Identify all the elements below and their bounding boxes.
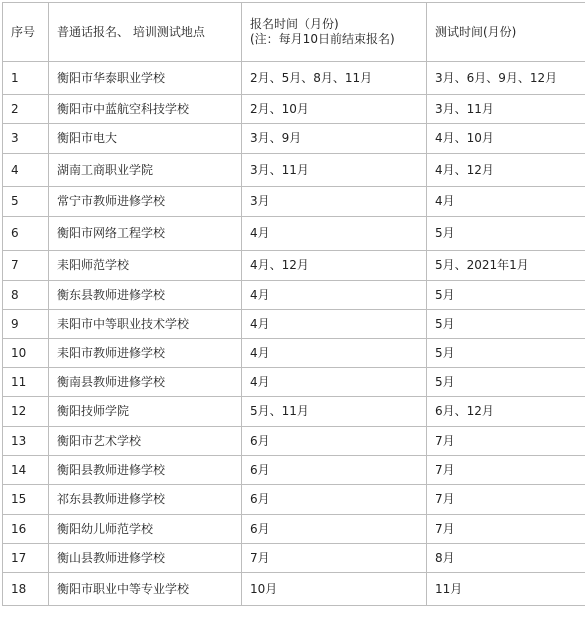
table-row: [3, 427, 585, 456]
cell-site: 湖南工商职业学院: [49, 154, 242, 187]
cell-test: 7月: [427, 427, 585, 456]
cell-site: 衡东县教师进修学校: [49, 281, 242, 310]
cell-site: 常宁市教师进修学校: [49, 187, 242, 217]
table-row: [3, 217, 585, 251]
cell-signup: 6月: [242, 427, 427, 456]
cell-site: 祁东县教师进修学校: [49, 485, 242, 515]
cell-no: 17: [3, 544, 49, 573]
cell-signup: 3月、9月: [242, 124, 427, 154]
table-row: [3, 187, 585, 217]
header-no: 序号: [3, 3, 49, 62]
cell-no: 12: [3, 397, 49, 427]
cell-test: 4月、10月: [427, 124, 585, 154]
cell-test: 5月: [427, 217, 585, 251]
table-row: [3, 251, 585, 281]
header-test-time: 测试时间(月份): [427, 3, 585, 62]
test-site-schedule-table: [2, 2, 585, 606]
table-body: [3, 62, 585, 606]
cell-no: 18: [3, 573, 49, 606]
cell-signup: 4月: [242, 310, 427, 339]
cell-test: 3月、6月、9月、12月: [427, 62, 585, 95]
cell-no: 4: [3, 154, 49, 187]
cell-site: 衡山县教师进修学校: [49, 544, 242, 573]
cell-no: 10: [3, 339, 49, 368]
table-row: [3, 62, 585, 95]
cell-test: 5月: [427, 310, 585, 339]
cell-signup: 6月: [242, 456, 427, 485]
table-row: [3, 310, 585, 339]
cell-site: 衡阳幼儿师范学校: [49, 515, 242, 544]
header-site: 普通话报名、 培训测试地点: [49, 3, 242, 62]
cell-no: 15: [3, 485, 49, 515]
cell-site: 衡阳市网络工程学校: [49, 217, 242, 251]
cell-no: 7: [3, 251, 49, 281]
cell-signup: 3月: [242, 187, 427, 217]
cell-test: 3月、11月: [427, 95, 585, 124]
header-signup-time: [242, 3, 427, 62]
table-row: [3, 339, 585, 368]
header-row: [3, 3, 585, 62]
table-header: [3, 3, 585, 62]
cell-site: 衡阳市电大: [49, 124, 242, 154]
cell-signup: 6月: [242, 485, 427, 515]
header-signup-title: 报名时间（月份): [250, 17, 339, 31]
cell-site: 衡阳县教师进修学校: [49, 456, 242, 485]
cell-test: 5月: [427, 368, 585, 397]
table-row: [3, 485, 585, 515]
cell-signup: 4月、12月: [242, 251, 427, 281]
cell-no: 1: [3, 62, 49, 95]
cell-test: 7月: [427, 456, 585, 485]
cell-signup: 7月: [242, 544, 427, 573]
cell-signup: 5月、11月: [242, 397, 427, 427]
cell-signup: 6月: [242, 515, 427, 544]
cell-test: 5月: [427, 281, 585, 310]
cell-site: 耒阳市教师进修学校: [49, 339, 242, 368]
cell-signup: 2月、10月: [242, 95, 427, 124]
cell-test: 4月: [427, 187, 585, 217]
cell-signup: 2月、5月、8月、11月: [242, 62, 427, 95]
table-row: [3, 515, 585, 544]
cell-no: 2: [3, 95, 49, 124]
cell-site: 衡南县教师进修学校: [49, 368, 242, 397]
cell-signup: 4月: [242, 368, 427, 397]
cell-no: 6: [3, 217, 49, 251]
cell-no: 13: [3, 427, 49, 456]
cell-site: 衡阳技师学院: [49, 397, 242, 427]
table-row: [3, 456, 585, 485]
cell-test: 7月: [427, 515, 585, 544]
cell-site: 衡阳市中蓝航空科技学校: [49, 95, 242, 124]
cell-test: 7月: [427, 485, 585, 515]
cell-signup: 4月: [242, 339, 427, 368]
header-signup-note: (注：每月10日前结束报名): [250, 32, 395, 46]
table-row: [3, 154, 585, 187]
cell-signup: 4月: [242, 217, 427, 251]
cell-site: 耒阳师范学校: [49, 251, 242, 281]
cell-no: 5: [3, 187, 49, 217]
cell-no: 3: [3, 124, 49, 154]
table-row: [3, 544, 585, 573]
cell-no: 9: [3, 310, 49, 339]
cell-site: 衡阳市华泰职业学校: [49, 62, 242, 95]
cell-signup: 4月: [242, 281, 427, 310]
cell-test: 5月: [427, 339, 585, 368]
cell-no: 11: [3, 368, 49, 397]
table-row: [3, 368, 585, 397]
cell-signup: 10月: [242, 573, 427, 606]
cell-site: 衡阳市艺术学校: [49, 427, 242, 456]
table-row: [3, 95, 585, 124]
cell-no: 14: [3, 456, 49, 485]
cell-no: 16: [3, 515, 49, 544]
cell-site: 衡阳市职业中等专业学校: [49, 573, 242, 606]
cell-test: 8月: [427, 544, 585, 573]
cell-site: 耒阳市中等职业技术学校: [49, 310, 242, 339]
cell-test: 5月、2021年1月: [427, 251, 585, 281]
table-row: [3, 573, 585, 606]
cell-signup: 3月、11月: [242, 154, 427, 187]
table-row: [3, 397, 585, 427]
table-row: [3, 281, 585, 310]
cell-no: 8: [3, 281, 49, 310]
cell-test: 6月、12月: [427, 397, 585, 427]
cell-test: 4月、12月: [427, 154, 585, 187]
cell-test: 11月: [427, 573, 585, 606]
table-row: [3, 124, 585, 154]
